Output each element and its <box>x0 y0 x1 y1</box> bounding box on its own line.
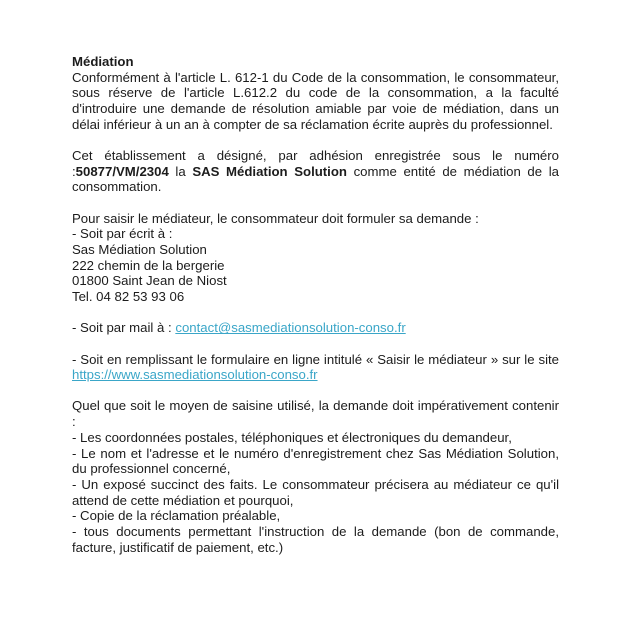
registration-suffix: comme entité de médiation de la consommation. <box>72 163 559 195</box>
requirement-item: - Un exposé succinct des faits. Le consommateur précisera au médiateur ce qu'il attend de cette médiation et pourquoi, <box>72 476 559 508</box>
address-line-phone: Tel. 04 82 53 93 06 <box>72 289 185 305</box>
address-line-street: 222 chemin de la bergerie <box>72 257 225 273</box>
online-form-paragraph <box>72 352 559 383</box>
mediation-notice <box>72 54 559 555</box>
contact-intro: Pour saisir le médiateur, le consommateur doit formuler sa demande : <box>72 210 479 226</box>
registration-prefix: Cet établissement a désigné, par adhésion enregistrée sous le numéro : <box>72 148 559 179</box>
section-heading: Médiation <box>72 54 134 69</box>
requirement-item: - Les coordonnées postales, téléphoniques et électroniques du demandeur, <box>72 429 512 445</box>
requirement-item: - Le nom et l'adresse et le numéro d'enregistrement chez Sas Médiation Solution, du professionnel concerné, <box>72 445 559 477</box>
registration-paragraph <box>72 148 559 195</box>
address-line-name: Sas Médiation Solution <box>72 242 207 258</box>
registration-number: 50877/VM/2304 <box>75 163 169 179</box>
mediation-entity-name: SAS Médiation Solution <box>192 163 347 179</box>
address-line-city: 01800 Saint Jean de Niost <box>72 273 227 289</box>
email-label: - Soit par mail à : <box>72 320 176 336</box>
online-form-text: - Soit en remplissant le formulaire en ligne intitulé « Saisir le médiateur » sur le site <box>72 351 559 367</box>
by-letter-label: - Soit par écrit à : <box>72 226 173 242</box>
requirement-item: - tous documents permettant l'instruction de la demande (bon de commande, facture, justificatif de paiement, etc.) <box>72 524 559 555</box>
email-paragraph <box>72 320 559 336</box>
website-link[interactable]: https://www.sasmediationsolution-conso.fr <box>72 367 318 383</box>
requirement-item: - Copie de la réclamation préalable, <box>72 508 281 524</box>
requirements-intro: Quel que soit le moyen de saisine utilisé, la demande doit impérativement contenir : <box>72 398 559 430</box>
email-link[interactable]: contact@sasmediationsolution-conso.fr <box>175 320 406 336</box>
registration-mid: la <box>168 163 193 179</box>
legal-paragraph: Conformément à l'article L. 612-1 du Code de la consommation, le consommateur, sous réserve de l'article L.612.2 du code de la consommation, a la faculté d'introduire une demande de résolution amiable par voie de médiation, dans un délai inférieur à un an à compter de sa réclamation écrite auprès du professionnel. <box>72 69 559 132</box>
